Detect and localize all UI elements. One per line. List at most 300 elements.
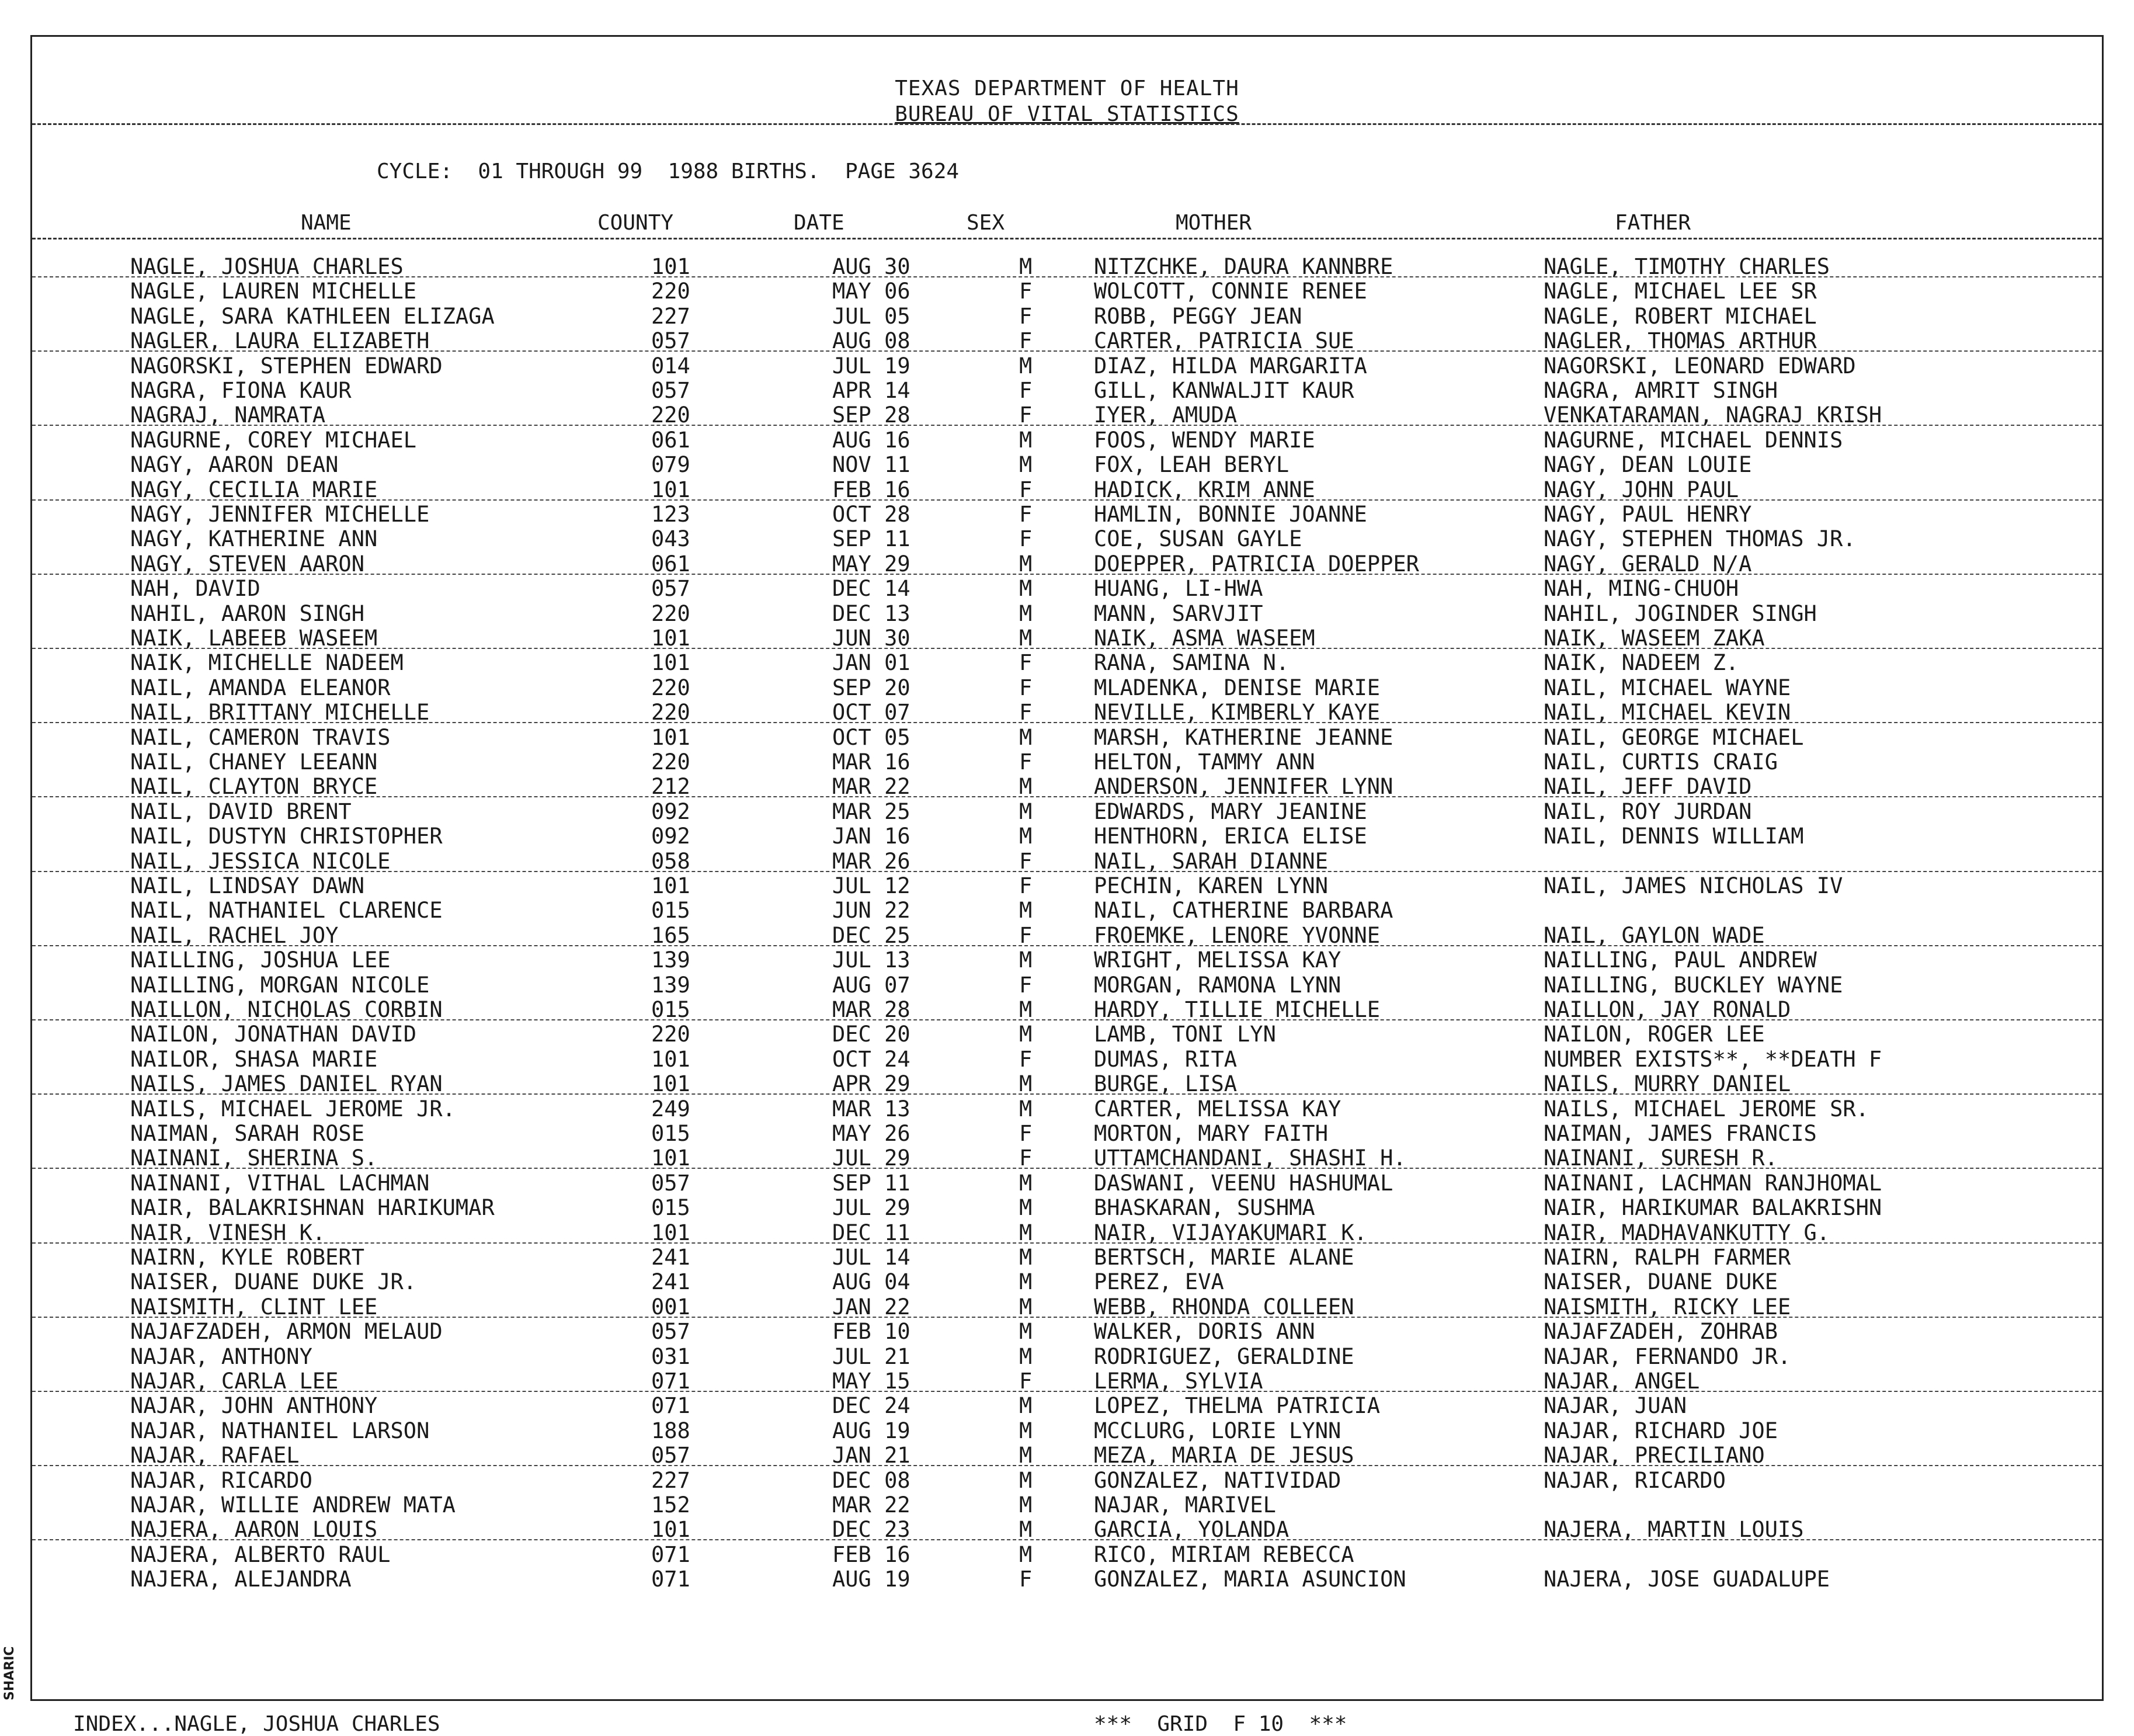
cell-county: 101 <box>651 254 690 279</box>
row-divider <box>32 1242 2102 1244</box>
row-divider <box>32 871 2102 872</box>
cell-father: NAJAR, ANGEL <box>1544 1369 1700 1394</box>
department-title: TEXAS DEPARTMENT OF HEALTH <box>895 77 1239 100</box>
cell-date: AUG 08 <box>832 328 910 353</box>
table-row <box>32 1071 2102 1096</box>
cell-name: NAJAFZADEH, ARMON MELAUD <box>130 1319 443 1344</box>
cell-name: NAIK, MICHELLE NADEEM <box>130 650 404 675</box>
cell-sex: M <box>1019 1492 1033 1518</box>
cell-date: MAY 29 <box>832 551 910 577</box>
table-row <box>32 1393 2102 1418</box>
cell-name: NAINANI, VITHAL LACHMAN <box>130 1171 430 1196</box>
cell-name: NAGLE, JOSHUA CHARLES <box>130 254 404 279</box>
cell-county: 139 <box>651 973 690 998</box>
cell-mother: DASWANI, VEENU HASHUMAL <box>1094 1171 1393 1196</box>
cell-name: NAIR, BALAKRISHNAN HARIKUMAR <box>130 1195 495 1220</box>
cell-father: NAJERA, MARTIN LOUIS <box>1544 1517 1804 1542</box>
cell-county: 220 <box>651 402 690 428</box>
row-divider <box>32 276 2102 277</box>
cell-date: SEP 11 <box>832 1171 910 1196</box>
cell-mother: HENTHORN, ERICA ELISE <box>1094 824 1367 849</box>
cell-sex: M <box>1019 1245 1033 1270</box>
cell-mother: CARTER, PATRICIA SUE <box>1094 328 1354 353</box>
table-row <box>32 576 2102 601</box>
cell-county: 015 <box>651 1121 690 1146</box>
cell-mother: NEVILLE, KIMBERLY KAYE <box>1094 700 1381 725</box>
row-divider <box>32 1093 2102 1095</box>
cell-name: NAIR, VINESH K. <box>130 1220 326 1245</box>
cycle-label: CYCLE: <box>377 159 453 183</box>
cell-name: NAILLING, JOSHUA LEE <box>130 947 391 973</box>
index-value: NAGLE, JOSHUA CHARLES <box>174 1712 440 1736</box>
cell-county: 220 <box>651 749 690 775</box>
cell-mother: MCCLURG, LORIE LYNN <box>1094 1418 1341 1443</box>
cell-mother: EDWARDS, MARY JEANINE <box>1094 799 1367 824</box>
cell-sex: M <box>1019 576 1033 601</box>
cell-mother: PEREZ, EVA <box>1094 1269 1224 1294</box>
cell-date: MAR 22 <box>832 1492 910 1518</box>
cell-sex: M <box>1019 1443 1033 1468</box>
cell-sex: M <box>1019 428 1033 453</box>
table-row <box>32 477 2102 502</box>
cell-name: NAJERA, ALEJANDRA <box>130 1567 352 1592</box>
cell-father: NAILLING, PAUL ANDREW <box>1544 947 1817 973</box>
table-row <box>32 1418 2102 1443</box>
side-label: SHARIC <box>2 1646 17 1701</box>
cell-county: 031 <box>651 1344 690 1369</box>
cell-sex: M <box>1019 774 1033 799</box>
cell-date: AUG 19 <box>832 1567 910 1592</box>
cell-mother: HADICK, KRIM ANNE <box>1094 477 1315 502</box>
cell-name: NAGLER, LAURA ELIZABETH <box>130 328 430 353</box>
bureau-title: BUREAU OF VITAL STATISTICS <box>895 102 1239 126</box>
cell-date: JAN 22 <box>832 1294 910 1320</box>
cell-sex: M <box>1019 1022 1033 1047</box>
row-divider <box>32 722 2102 723</box>
cell-father: NAJAR, PRECILIANO <box>1544 1443 1765 1468</box>
table-row <box>32 1096 2102 1122</box>
cell-father: NAGY, GERALD N/A <box>1544 551 1752 577</box>
cell-name: NAIL, CLAYTON BRYCE <box>130 774 378 799</box>
cell-mother: CARTER, MELISSA KAY <box>1094 1096 1341 1122</box>
cell-name: NAIL, CHANEY LEEANN <box>130 749 378 775</box>
cell-county: 101 <box>651 725 690 750</box>
cell-date: JAN 16 <box>832 824 910 849</box>
cell-date: JUL 12 <box>832 873 910 898</box>
cell-county: 071 <box>651 1393 690 1418</box>
cell-father: NAIL, MICHAEL KEVIN <box>1544 700 1791 725</box>
cell-county: 057 <box>651 1171 690 1196</box>
cell-county: 057 <box>651 576 690 601</box>
cell-sex: M <box>1019 824 1033 849</box>
row-divider <box>32 425 2102 426</box>
cell-date: AUG 07 <box>832 973 910 998</box>
cell-sex: F <box>1019 1145 1033 1171</box>
cell-county: 123 <box>651 502 690 527</box>
cycle-line <box>377 159 959 183</box>
index-label: INDEX... <box>73 1712 175 1736</box>
cell-mother: RODRIGUEZ, GERALDINE <box>1094 1344 1354 1369</box>
cell-sex: M <box>1019 1418 1033 1443</box>
cell-county: 061 <box>651 428 690 453</box>
cell-county: 079 <box>651 452 690 477</box>
cell-date: OCT 24 <box>832 1047 910 1072</box>
cell-father: NAIR, MADHAVANKUTTY G. <box>1544 1220 1830 1245</box>
cell-name: NAIL, RACHEL JOY <box>130 923 339 948</box>
cell-date: JUL 19 <box>832 353 910 379</box>
cell-sex: M <box>1019 353 1033 379</box>
cell-father: NAIK, WASEEM ZAKA <box>1544 626 1765 651</box>
cell-father: NAJAR, JUAN <box>1544 1393 1687 1418</box>
table-row <box>32 1269 2102 1294</box>
cell-date: MAY 26 <box>832 1121 910 1146</box>
cell-county: 101 <box>651 873 690 898</box>
cell-mother: ROBB, PEGGY JEAN <box>1094 304 1302 329</box>
cell-mother: FOX, LEAH BERYL <box>1094 452 1290 477</box>
table-row <box>32 923 2102 948</box>
cell-name: NAIL, JESSICA NICOLE <box>130 849 391 874</box>
cell-date: JUL 05 <box>832 304 910 329</box>
cell-county: 057 <box>651 1443 690 1468</box>
cell-date: MAR 22 <box>832 774 910 799</box>
cell-father: NAIK, NADEEM Z. <box>1544 650 1739 675</box>
column-header-divider <box>32 238 2102 239</box>
cell-name: NAILOR, SHASA MARIE <box>130 1047 378 1072</box>
row-divider <box>32 1317 2102 1318</box>
cell-mother: MLADENKA, DENISE MARIE <box>1094 675 1381 700</box>
table-row <box>32 1468 2102 1493</box>
cell-name: NAGRA, FIONA KAUR <box>130 378 352 403</box>
cell-mother: WOLCOTT, CONNIE RENEE <box>1094 279 1367 304</box>
cell-mother: ANDERSON, JENNIFER LYNN <box>1094 774 1393 799</box>
cell-county: 188 <box>651 1418 690 1443</box>
cell-date: JUN 22 <box>832 898 910 923</box>
cell-father: NAINANI, SURESH R. <box>1544 1145 1778 1171</box>
cell-county: 220 <box>651 601 690 626</box>
cell-mother: DUMAS, RITA <box>1094 1047 1238 1072</box>
cell-sex: M <box>1019 1096 1033 1122</box>
table-row <box>32 502 2102 527</box>
table-row <box>32 626 2102 651</box>
row-divider <box>32 574 2102 575</box>
cell-county: 241 <box>651 1269 690 1294</box>
table-row <box>32 452 2102 477</box>
cell-mother: WALKER, DORIS ANN <box>1094 1319 1315 1344</box>
cell-father: NAGURNE, MICHAEL DENNIS <box>1544 428 1843 453</box>
cell-mother: HUANG, LI-HWA <box>1094 576 1263 601</box>
row-divider <box>32 1539 2102 1540</box>
cell-mother: RICO, MIRIAM REBECCA <box>1094 1542 1354 1567</box>
cell-father: NAISMITH, RICKY LEE <box>1544 1294 1791 1320</box>
cell-father: NAIR, HARIKUMAR BALAKRISHN <box>1544 1195 1882 1220</box>
cell-county: 220 <box>651 1022 690 1047</box>
cell-date: JAN 01 <box>832 650 910 675</box>
cell-county: 057 <box>651 328 690 353</box>
table-row <box>32 378 2102 403</box>
cell-name: NAJAR, CARLA LEE <box>130 1369 339 1394</box>
cell-mother: RANA, SAMINA N. <box>1094 650 1290 675</box>
cell-father: NAGLER, THOMAS ARTHUR <box>1544 328 1817 353</box>
cell-name: NAISER, DUANE DUKE JR. <box>130 1269 417 1294</box>
cell-father: NAGY, PAUL HENRY <box>1544 502 1752 527</box>
cell-name: NAISMITH, CLINT LEE <box>130 1294 378 1320</box>
cell-date: JAN 21 <box>832 1443 910 1468</box>
table-row <box>32 304 2102 329</box>
cell-name: NAGLE, LAUREN MICHELLE <box>130 279 417 304</box>
cell-date: JUL 14 <box>832 1245 910 1270</box>
cell-sex: M <box>1019 452 1033 477</box>
table-row <box>32 1121 2102 1146</box>
cell-mother: MORTON, MARY FAITH <box>1094 1121 1328 1146</box>
cell-name: NAGY, AARON DEAN <box>130 452 339 477</box>
cell-father: NAHIL, JOGINDER SINGH <box>1544 601 1817 626</box>
cell-sex: M <box>1019 254 1033 279</box>
table-row <box>32 1294 2102 1320</box>
table-row <box>32 551 2102 577</box>
table-row <box>32 1319 2102 1344</box>
cell-name: NAJAR, RICARDO <box>130 1468 312 1493</box>
cell-name: NAJAR, WILLIE ANDREW MATA <box>130 1492 456 1518</box>
cell-date: AUG 16 <box>832 428 910 453</box>
cell-county: 101 <box>651 1145 690 1171</box>
cell-name: NAIRN, KYLE ROBERT <box>130 1245 364 1270</box>
row-divider <box>32 648 2102 649</box>
cell-county: 165 <box>651 923 690 948</box>
page-number: PAGE 3624 <box>844 159 960 183</box>
cell-father: NAJAR, RICHARD JOE <box>1544 1418 1778 1443</box>
cell-date: DEC 23 <box>832 1517 910 1542</box>
cell-county: 061 <box>651 551 690 577</box>
cell-sex: F <box>1019 378 1033 403</box>
cell-mother: MANN, SARVJIT <box>1094 601 1263 626</box>
cell-mother: UTTAMCHANDANI, SHASHI H. <box>1094 1145 1406 1171</box>
cell-date: APR 14 <box>832 378 910 403</box>
cell-mother: DOEPPER, PATRICIA DOEPPER <box>1094 551 1419 577</box>
column-header-sex: SEX <box>967 211 1005 235</box>
cell-mother: NAJAR, MARIVEL <box>1094 1492 1276 1518</box>
cell-mother: HARDY, TILLIE MICHELLE <box>1094 997 1381 1022</box>
row-divider <box>32 350 2102 352</box>
cell-mother: GONZALEZ, MARIA ASUNCION <box>1094 1567 1406 1592</box>
cell-county: 071 <box>651 1542 690 1567</box>
cell-sex: M <box>1019 1517 1033 1542</box>
row-divider <box>32 1391 2102 1392</box>
cell-county: 014 <box>651 353 690 379</box>
cell-father: NAIL, JEFF DAVID <box>1544 774 1752 799</box>
cell-county: 101 <box>651 1517 690 1542</box>
cell-mother: NAIL, SARAH DIANNE <box>1094 849 1328 874</box>
cell-name: NAILON, JONATHAN DAVID <box>130 1022 417 1047</box>
cell-mother: BURGE, LISA <box>1094 1071 1238 1096</box>
cell-father: VENKATARAMAN, NAGRAJ KRISH <box>1544 402 1882 428</box>
cell-father: NUMBER EXISTS**, **DEATH F <box>1544 1047 1882 1072</box>
cell-date: OCT 28 <box>832 502 910 527</box>
cell-sex: M <box>1019 1071 1033 1096</box>
cell-date: DEC 14 <box>832 576 910 601</box>
cell-father: NAILLING, BUCKLEY WAYNE <box>1544 973 1843 998</box>
cell-name: NAIL, NATHANIEL CLARENCE <box>130 898 443 923</box>
table-row <box>32 353 2102 379</box>
cell-county: 212 <box>651 774 690 799</box>
cell-sex: F <box>1019 973 1033 998</box>
cell-sex: M <box>1019 1171 1033 1196</box>
cell-county: 227 <box>651 1468 690 1493</box>
table-row <box>32 254 2102 279</box>
table-row <box>32 675 2102 700</box>
cell-date: MAY 15 <box>832 1369 910 1394</box>
table-row <box>32 1542 2102 1567</box>
cell-sex: M <box>1019 725 1033 750</box>
cell-date: FEB 16 <box>832 477 910 502</box>
cell-county: 139 <box>651 947 690 973</box>
table-row <box>32 1344 2102 1369</box>
cell-county: 043 <box>651 526 690 551</box>
cell-sex: M <box>1019 1195 1033 1220</box>
cell-sex: F <box>1019 849 1033 874</box>
table-row <box>32 1517 2102 1542</box>
cell-sex: M <box>1019 551 1033 577</box>
cell-sex: M <box>1019 947 1033 973</box>
cell-father: NAISER, DUANE DUKE <box>1544 1269 1778 1294</box>
cell-mother: NAIR, VIJAYAKUMARI K. <box>1094 1220 1367 1245</box>
cell-county: 220 <box>651 279 690 304</box>
cell-name: NAJAR, ANTHONY <box>130 1344 312 1369</box>
cell-father: NAJAFZADEH, ZOHRAB <box>1544 1319 1778 1344</box>
cell-date: MAR 13 <box>832 1096 910 1122</box>
cell-date: MAR 25 <box>832 799 910 824</box>
cell-mother: MORGAN, RAMONA LYNN <box>1094 973 1341 998</box>
cell-date: OCT 05 <box>832 725 910 750</box>
cell-date: MAR 26 <box>832 849 910 874</box>
table-row <box>32 799 2102 824</box>
cell-mother: MEZA, MARIA DE JESUS <box>1094 1443 1354 1468</box>
cell-father: NAGORSKI, LEONARD EDWARD <box>1544 353 1856 379</box>
table-row <box>32 997 2102 1022</box>
cell-name: NAILLING, MORGAN NICOLE <box>130 973 430 998</box>
cell-county: 071 <box>651 1567 690 1592</box>
cell-father: NAIMAN, JAMES FRANCIS <box>1544 1121 1817 1146</box>
table-row <box>32 1047 2102 1072</box>
cell-father: NAGLE, TIMOTHY CHARLES <box>1544 254 1830 279</box>
cell-county: 241 <box>651 1245 690 1270</box>
cell-date: JUL 21 <box>832 1344 910 1369</box>
row-divider <box>32 945 2102 946</box>
cell-date: JUL 29 <box>832 1145 910 1171</box>
cell-date: NOV 11 <box>832 452 910 477</box>
table-row <box>32 1369 2102 1394</box>
cell-county: 015 <box>651 997 690 1022</box>
cell-county: 015 <box>651 898 690 923</box>
cell-name: NAILS, MICHAEL JEROME JR. <box>130 1096 456 1122</box>
cell-sex: F <box>1019 675 1033 700</box>
cell-name: NAIL, CAMERON TRAVIS <box>130 725 391 750</box>
row-divider <box>32 796 2102 797</box>
cell-county: 101 <box>651 626 690 651</box>
cell-county: 092 <box>651 799 690 824</box>
cell-name: NAH, DAVID <box>130 576 260 601</box>
cell-date: AUG 19 <box>832 1418 910 1443</box>
cell-name: NAIL, DAVID BRENT <box>130 799 352 824</box>
cell-mother: HAMLIN, BONNIE JOANNE <box>1094 502 1367 527</box>
row-divider <box>32 1019 2102 1020</box>
cell-name: NAIL, DUSTYN CHRISTOPHER <box>130 824 443 849</box>
cell-father: NAIL, ROY JURDAN <box>1544 799 1752 824</box>
table-row <box>32 849 2102 874</box>
header-divider <box>32 123 2102 125</box>
column-header-father: FATHER <box>1615 211 1691 235</box>
cell-name: NAIL, AMANDA ELEANOR <box>130 675 391 700</box>
cell-date: AUG 04 <box>832 1269 910 1294</box>
cell-name: NAILLON, NICHOLAS CORBIN <box>130 997 443 1022</box>
cell-sex: F <box>1019 402 1033 428</box>
year-label: 1988 BIRTHS. <box>668 159 820 183</box>
cell-name: NAGLE, SARA KATHLEEN ELIZAGA <box>130 304 495 329</box>
cell-name: NAJERA, AARON LOUIS <box>130 1517 378 1542</box>
column-header-date: DATE <box>794 211 844 235</box>
cell-sex: M <box>1019 799 1033 824</box>
cell-county: 249 <box>651 1096 690 1122</box>
row-divider <box>32 1465 2102 1466</box>
cell-name: NAINANI, SHERINA S. <box>130 1145 378 1171</box>
cell-father: NAIL, GAYLON WADE <box>1544 923 1765 948</box>
cell-name: NAJERA, ALBERTO RAUL <box>130 1542 391 1567</box>
cell-date: DEC 11 <box>832 1220 910 1245</box>
cell-father: NAIL, MICHAEL WAYNE <box>1544 675 1791 700</box>
cell-county: 058 <box>651 849 690 874</box>
cell-name: NAGRAJ, NAMRATA <box>130 402 326 428</box>
column-header-mother: MOTHER <box>1176 211 1252 235</box>
cell-date: SEP 20 <box>832 675 910 700</box>
cell-father: NAILS, MICHAEL JEROME SR. <box>1544 1096 1869 1122</box>
cell-county: 220 <box>651 675 690 700</box>
cell-name: NAGY, CECILIA MARIE <box>130 477 378 502</box>
table-row <box>32 402 2102 428</box>
cell-mother: GILL, KANWALJIT KAUR <box>1094 378 1354 403</box>
table-row <box>32 1195 2102 1220</box>
cell-mother: BERTSCH, MARIE ALANE <box>1094 1245 1354 1270</box>
cell-name: NAHIL, AARON SINGH <box>130 601 364 626</box>
cell-name: NAIK, LABEEB WASEEM <box>130 626 378 651</box>
cell-county: 101 <box>651 650 690 675</box>
cycle-value: 01 THROUGH 99 <box>478 159 643 183</box>
cell-father: NAINANI, LACHMAN RANJHOMAL <box>1544 1171 1882 1196</box>
cell-county: 015 <box>651 1195 690 1220</box>
cell-sex: M <box>1019 898 1033 923</box>
cell-father: NAIL, CURTIS CRAIG <box>1544 749 1778 775</box>
grid-reference: *** GRID F 10 *** <box>1094 1712 1347 1736</box>
cell-father: NAJAR, RICARDO <box>1544 1468 1726 1493</box>
cell-sex: F <box>1019 502 1033 527</box>
cell-date: MAR 28 <box>832 997 910 1022</box>
cell-father: NAGY, STEPHEN THOMAS JR. <box>1544 526 1856 551</box>
cell-sex: M <box>1019 997 1033 1022</box>
cell-father: NAILS, MURRY DANIEL <box>1544 1071 1791 1096</box>
cell-mother: WEBB, RHONDA COLLEEN <box>1094 1294 1354 1320</box>
cell-mother: COE, SUSAN GAYLE <box>1094 526 1302 551</box>
table-row <box>32 973 2102 998</box>
cell-mother: WRIGHT, MELISSA KAY <box>1094 947 1341 973</box>
cell-mother: BHASKARAN, SUSHMA <box>1094 1195 1315 1220</box>
cell-sex: F <box>1019 1121 1033 1146</box>
cell-father: NAILLON, JAY RONALD <box>1544 997 1791 1022</box>
cell-date: JUL 13 <box>832 947 910 973</box>
cell-mother: HELTON, TAMMY ANN <box>1094 749 1315 775</box>
cell-mother: PECHIN, KAREN LYNN <box>1094 873 1328 898</box>
cell-father: NAGY, DEAN LOUIE <box>1544 452 1752 477</box>
cell-mother: LERMA, SYLVIA <box>1094 1369 1263 1394</box>
cell-sex: F <box>1019 1047 1033 1072</box>
cell-county: 220 <box>651 700 690 725</box>
